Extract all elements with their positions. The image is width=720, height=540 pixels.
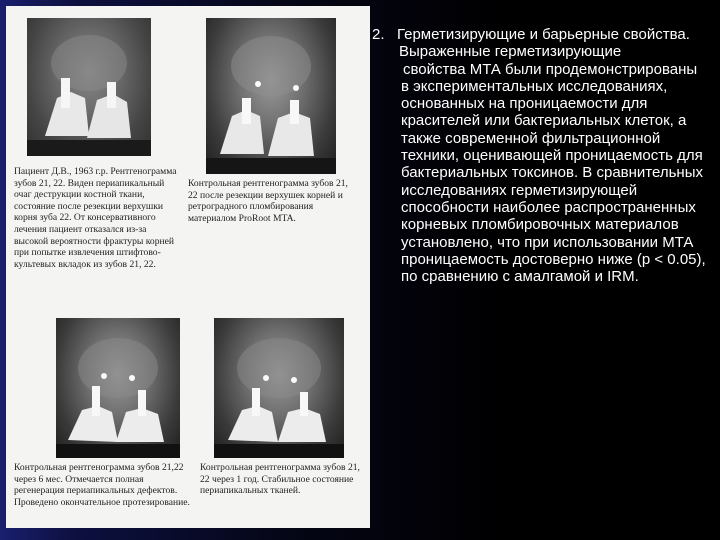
caption-top-right: Контрольная рентгенограмма зубов 21, 22 после резекции верхушек корней и ретроградного пломбирования материалом ProRoot MTA. (188, 178, 348, 224)
caption-top-left: Пациент Д.В., 1963 г.р. Рентгенограмма зубов 21, 22. Виден периапикальный очаг деструкции костной ткани, состояние после резекции верхушки корня зуба 22. От консервативного лечения пациент отказался из-за высокой вероятности фрактуры корней при попытке извлечения штифтово-культевых вкладок из зубов 21, 22. (14, 166, 177, 270)
xray-6-months-image (56, 318, 180, 458)
body-first-line: Выраженные герметизирующие (399, 43, 622, 61)
heading-text: Герметизирующие и барьерные свойства. (397, 26, 690, 43)
xray-before-drawing (27, 18, 151, 156)
xray-before-image (27, 18, 151, 156)
caption-bottom-left: Контрольная рентгенограмма зубов 21,22 через 6 мес. Отмечается полная регенерация периапикальных дефектов. Проведено окончательное протезирование. (14, 462, 190, 508)
body-paragraph (372, 43, 706, 285)
xray-6-months-drawing (56, 318, 180, 458)
heading-number: 2. (372, 26, 385, 43)
caption-bottom-right: Контрольная рентгенограмма зубов 21, 22 через 1 год. Стабильное состояние периапикальных тканей. (200, 462, 360, 497)
xray-1-year-image (214, 318, 344, 458)
section-heading (372, 26, 706, 43)
slide-text-block (372, 26, 706, 285)
body-rest: свойства МТА были продемонстрированы в экспериментальных исследованиях, основанных на проницаемости для красителей или бактериальных клеток, а также современной фильтрационной техники, оценивающей проницаемость для бактериальных токсинов. В сравнительных исследованиях герметизирующей способности наиболее распространенных корневых пломбировочных материалов установлено, что при использовании МТА проницаемость достоверно ниже (p < 0.05), по сравнению с амалгамой и IRM. (401, 60, 706, 286)
xray-1-year-drawing (214, 318, 344, 458)
xray-after-resection-image (206, 18, 336, 174)
xray-after-resection-drawing (206, 18, 336, 174)
scanned-article-page (6, 6, 370, 528)
